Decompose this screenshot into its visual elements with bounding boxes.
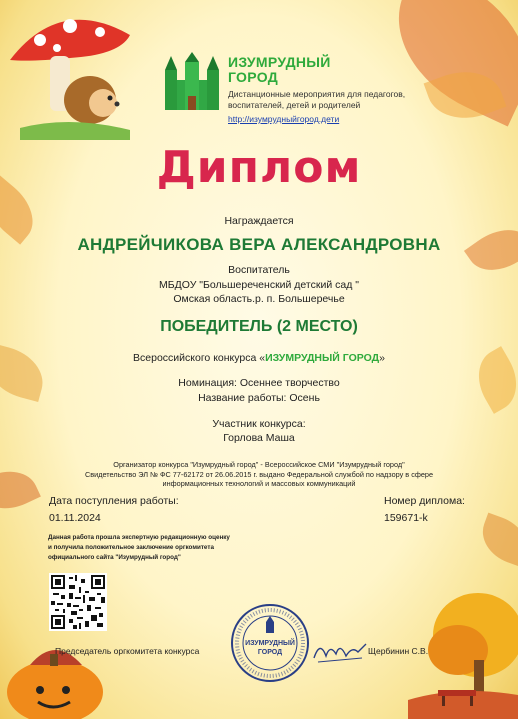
recipient-name: АНДРЕЙЧИКОВА ВЕРА АЛЕКСАНДРОВНА [77,235,441,254]
chair-label: Председатель оргкомитета конкурса [55,646,200,656]
castle-logo-icon [163,52,221,114]
work-title: Название работы: Осень [198,392,320,404]
participant-name: Горлова Маша [223,432,295,444]
organizer-line1: Организатор конкурса "Изумрудный город" - Всероссийское СМИ "Изумрудный город" [113,460,405,469]
site-link[interactable]: http://изумрудныйгород.дети [228,114,340,124]
contest-name: ИЗУМРУДНЫЙ ГОРОД [265,352,380,364]
number-label: Номер диплома: [384,495,465,507]
official-stamp [230,603,310,683]
award-place: ПОБЕДИТЕЛЬ (2 МЕСТО) [160,318,358,335]
logo-subtitle-line1: Дистанционные мероприятия для педагогов, [228,89,406,99]
review-note-line3: официального сайта "Изумрудный город" [48,554,181,561]
stamp-text-line1: ИЗУМРУДНЫЙ [245,640,295,647]
review-note [48,533,230,563]
logo-title [228,55,331,85]
logo-subtitle [228,89,405,111]
organizer-line2: Свидетельство ЭЛ № ФС 77-62172 от 26.06.2015 г. выдано Федеральной службой по надзору в сфере [84,469,434,479]
qr-code[interactable] [49,573,107,631]
contest-line [0,352,518,365]
organizer-info [0,460,518,489]
contest-suffix: » [379,352,385,364]
mushroom-hedgehog-illustration [0,0,150,140]
recipient-position: Воспитатель [228,264,290,276]
review-note-line2: и получила положительное заключение оргкомитета [48,544,214,551]
number-value: 159671-k [384,512,428,524]
date-value: 01.11.2024 [49,512,101,524]
organization-line2: Омская область.р. п. Большеречье [173,293,345,305]
logo-title-line2: ГОРОД [228,69,278,85]
organizer-line3: информационных технологий и массовых коммуникаций [162,479,356,488]
contest-prefix: Всероссийского конкурса « [133,352,266,364]
nomination: Номинация: Осеннее творчество [178,377,340,389]
stamp-text-line2: ГОРОД [257,649,283,656]
signature-drawing [312,636,368,666]
participant-label: Участник конкурса: [212,418,306,430]
awarded-label: Награждается [224,215,294,227]
diploma-title: Диплом [156,142,362,193]
logo-title-line1: ИЗУМРУДНЫЙ [228,54,331,70]
chair-name: Щербинин С.В. [368,646,429,656]
review-note-line1: Данная работа прошла экспертную редакционную оценку [48,534,230,541]
logo-subtitle-line2: воспитателей, детей и родителей [228,100,361,110]
date-label: Дата поступления работы: [49,495,179,507]
organization-line1: МБДОУ "Большереченский детский сад " [159,279,359,291]
leaf-decoration [475,513,518,568]
